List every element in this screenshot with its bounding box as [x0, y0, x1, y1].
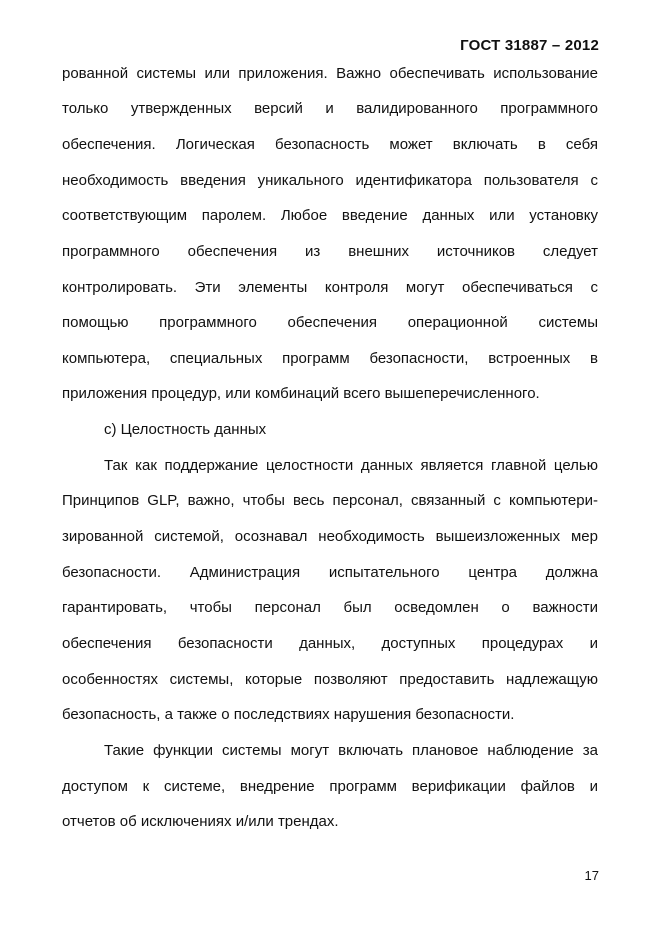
text-line: компьютера, специальных программ безопасности, встроенных в	[62, 350, 598, 367]
text-line: доступом к системе, внедрение программ верификации файлов и	[62, 778, 598, 795]
paragraph-first-line: Так как поддержание целостности данных является главной целью	[104, 457, 598, 474]
text-line: гарантировать, чтобы персонал был осведомлен о важности	[62, 599, 598, 616]
text-line: Принципов GLP, важно, чтобы весь персонал, связанный с компьютери-	[62, 492, 598, 509]
text-line: отчетов об исключениях и/или трендах.	[62, 813, 339, 830]
text-line: контролировать. Эти элементы контроля могут обеспечиваться с	[62, 279, 598, 296]
document-standard-header: ГОСТ 31887 – 2012	[460, 37, 599, 54]
text-line: обеспечения. Логическая безопасность может включать в себя	[62, 136, 598, 153]
section-heading: с) Целостность данных	[104, 421, 267, 438]
text-line: помощью программного обеспечения операционной системы	[62, 314, 598, 331]
text-line: приложения процедур, или комбинаций всего вышеперечисленного.	[62, 385, 540, 402]
text-line: безопасность, а также о последствиях нарушения безопасности.	[62, 706, 515, 723]
page-number: 17	[584, 868, 599, 883]
paragraph-first-line: Такие функции системы могут включать плановое наблюдение за	[104, 742, 598, 759]
text-line: обеспечения безопасности данных, доступных процедурах и	[62, 635, 598, 652]
text-line: только утвержденных версий и валидированного программного	[62, 100, 598, 117]
text-line: зированной системой, осознавал необходимость вышеизложенных мер	[62, 528, 598, 545]
text-line: соответствующим паролем. Любое введение данных или установку	[62, 207, 598, 224]
text-line: необходимость введения уникального идентификатора пользователя с	[62, 172, 598, 189]
text-line: особенностях системы, которые позволяют предоставить надлежащую	[62, 671, 598, 688]
text-line: программного обеспечения из внешних источников следует	[62, 243, 598, 260]
text-line: безопасности. Администрация испытательного центра должна	[62, 564, 598, 581]
text-line: рованной системы или приложения. Важно обеспечивать использование	[62, 65, 598, 82]
